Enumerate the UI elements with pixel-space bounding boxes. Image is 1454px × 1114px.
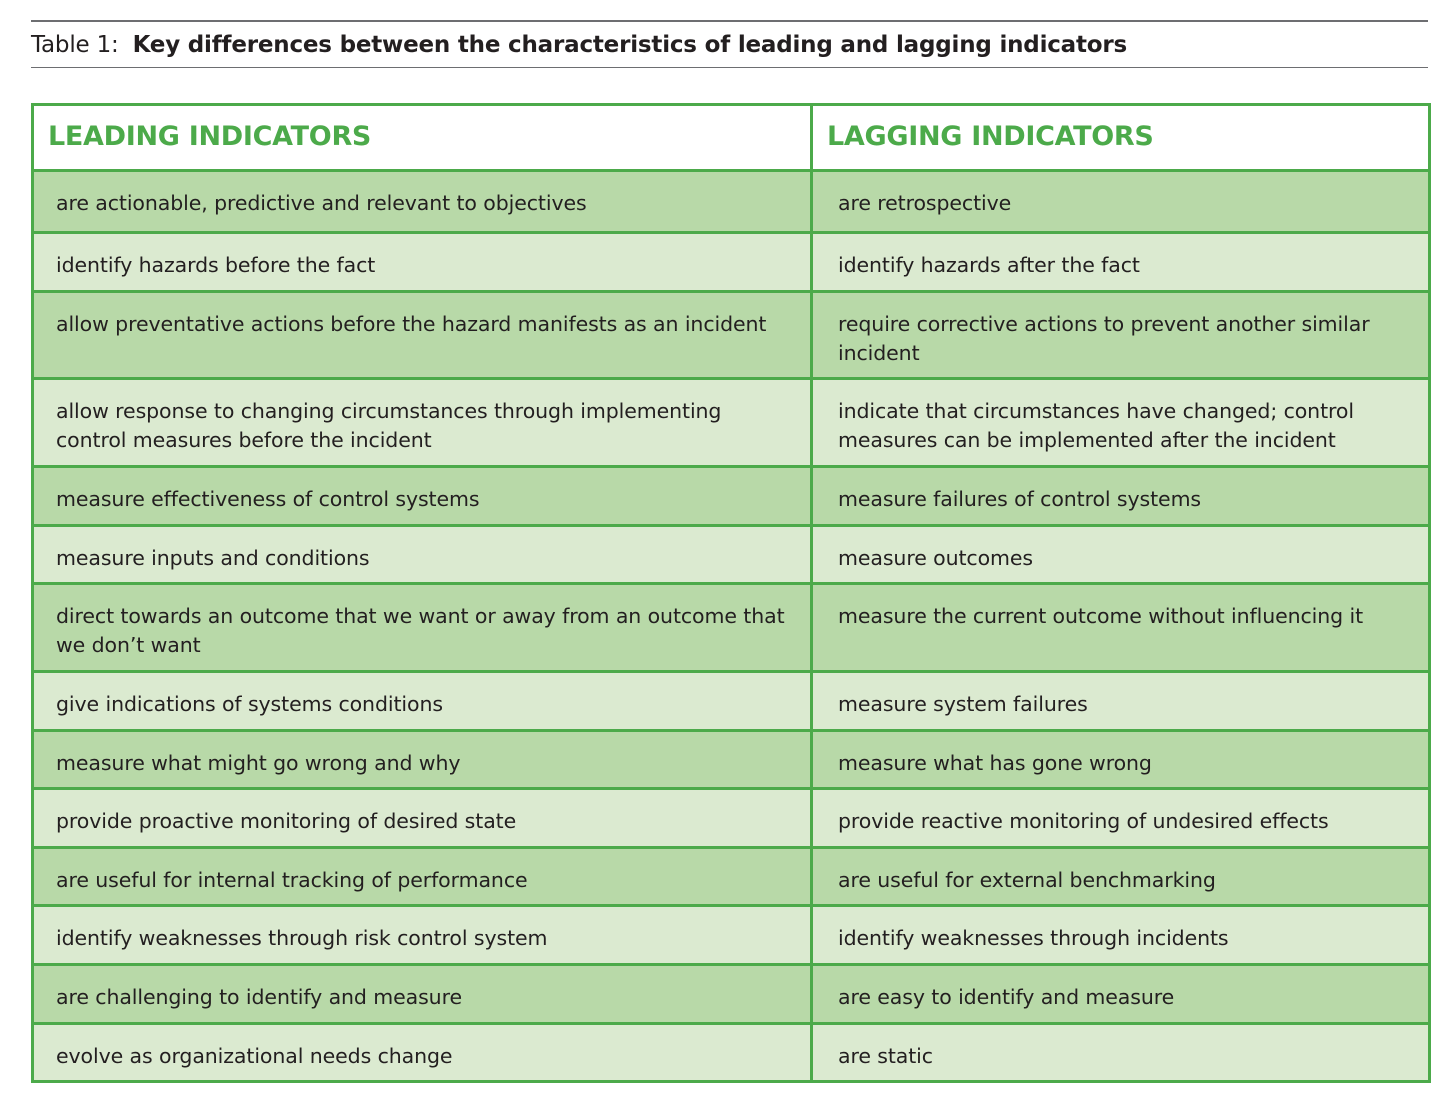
lagging-cell: identify weaknesses through incidents (812, 906, 1430, 965)
table-row (33, 292, 1430, 379)
lagging-cell: measure failures of control systems (812, 467, 1430, 526)
leading-cell: measure inputs and conditions (33, 526, 812, 584)
leading-cell: provide proactive monitoring of desired state (33, 789, 812, 848)
lagging-cell: identify hazards after the fact (812, 233, 1430, 292)
lagging-cell: are retrospective (812, 171, 1430, 233)
lagging-cell: measure what has gone wrong (812, 731, 1430, 789)
lagging-cell: measure outcomes (812, 526, 1430, 584)
table-row (33, 789, 1430, 848)
table-row (33, 906, 1430, 965)
lagging-cell: are useful for external benchmarking (812, 848, 1430, 906)
leading-cell: measure effectiveness of control systems (33, 467, 812, 526)
header-lagging: LAGGING INDICATORS (812, 105, 1430, 171)
table-caption (31, 31, 1127, 59)
table-row (33, 171, 1430, 233)
leading-cell: are actionable, predictive and relevant to objectives (33, 171, 812, 233)
table-row (33, 526, 1430, 584)
lagging-cell: are static (812, 1024, 1430, 1082)
table-number: Table 1: (31, 32, 119, 58)
table-row (33, 731, 1430, 789)
lagging-cell: are easy to identify and measure (812, 965, 1430, 1024)
leading-cell: evolve as organizational needs change (33, 1024, 812, 1082)
table-caption-bar (31, 20, 1428, 68)
lagging-cell: indicate that circumstances have changed; control measures can be implemented after the incident (812, 379, 1430, 467)
indicators-table (31, 103, 1431, 1083)
lagging-cell: measure the current outcome without influencing it (812, 584, 1430, 672)
leading-cell: identify hazards before the fact (33, 233, 812, 292)
table-row (33, 965, 1430, 1024)
header-leading: LEADING INDICATORS (33, 105, 812, 171)
table-title: Key differences between the characteristics of leading and lagging indicators (132, 32, 1128, 58)
header-row (33, 105, 1430, 171)
table-row (33, 467, 1430, 526)
leading-cell: allow preventative actions before the hazard manifests as an incident (33, 292, 812, 379)
leading-cell: are challenging to identify and measure (33, 965, 812, 1024)
table-row (33, 233, 1430, 292)
leading-cell: are useful for internal tracking of performance (33, 848, 812, 906)
lagging-cell: require corrective actions to prevent another similar incident (812, 292, 1430, 379)
leading-cell: identify weaknesses through risk control system (33, 906, 812, 965)
table-row (33, 672, 1430, 731)
leading-cell: give indications of systems conditions (33, 672, 812, 731)
lagging-cell: provide reactive monitoring of undesired effects (812, 789, 1430, 848)
lagging-cell: measure system failures (812, 672, 1430, 731)
table-row (33, 584, 1430, 672)
leading-cell: direct towards an outcome that we want or away from an outcome that we don’t want (33, 584, 812, 672)
table-row (33, 379, 1430, 467)
leading-cell: measure what might go wrong and why (33, 731, 812, 789)
table-row (33, 1024, 1430, 1082)
leading-cell: allow response to changing circumstances through implementing control measures before the incident (33, 379, 812, 467)
table-row (33, 848, 1430, 906)
